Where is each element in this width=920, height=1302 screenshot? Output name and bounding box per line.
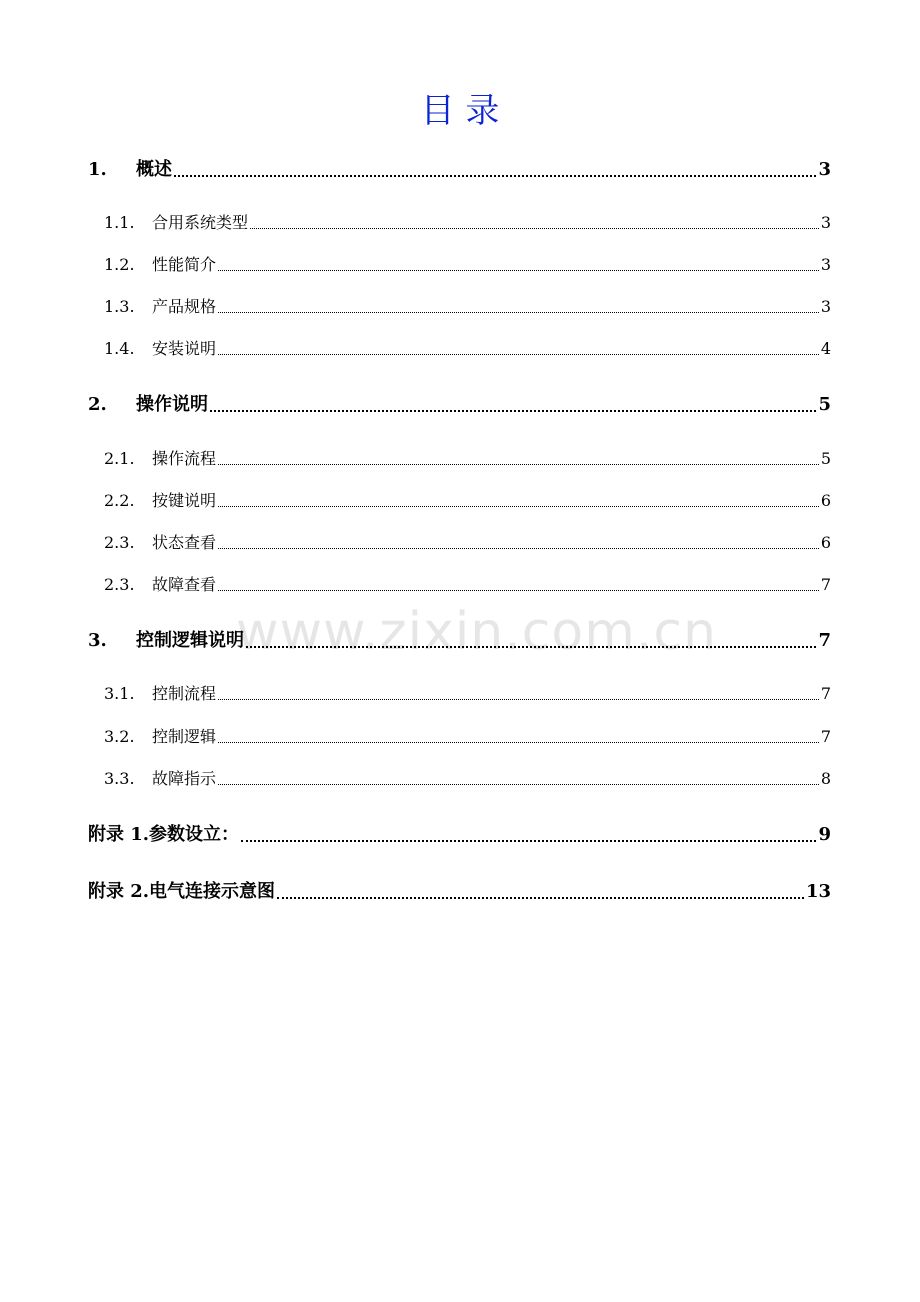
toc-label: 控制流程 xyxy=(152,684,217,703)
toc-entry-1-2[interactable] xyxy=(88,254,831,276)
toc-leader xyxy=(218,506,819,507)
toc-label: 控制逻辑 xyxy=(152,727,217,746)
toc-page: 3 xyxy=(818,159,831,180)
toc-entry-1-4[interactable] xyxy=(88,338,831,360)
toc-label: 故障查看 xyxy=(152,575,217,594)
toc-leader xyxy=(218,699,819,700)
toc-entry-appendix-1[interactable] xyxy=(88,822,831,848)
toc-leader xyxy=(218,354,819,355)
toc-entry-appendix-2[interactable] xyxy=(88,879,831,905)
toc-entry-3-1[interactable] xyxy=(88,683,831,705)
watermark: www.zixin.com.cn xyxy=(236,602,717,662)
toc-number: 3. xyxy=(88,630,107,651)
toc-entry-2-3[interactable] xyxy=(88,532,831,554)
toc-label: 合用系统类型 xyxy=(152,213,249,232)
toc-label: 安装说明 xyxy=(152,339,217,358)
toc-entry-2-1[interactable] xyxy=(88,448,831,470)
toc-entry-2-2[interactable] xyxy=(88,490,831,512)
toc-leader xyxy=(218,270,819,271)
toc-leader xyxy=(250,228,819,229)
toc-label: 附录 2.电气连接示意图 xyxy=(88,881,276,902)
toc-entry-1[interactable] xyxy=(88,157,831,183)
toc-page: 5 xyxy=(818,394,831,415)
toc-number: 1. xyxy=(88,159,107,180)
toc-entry-2-4[interactable] xyxy=(88,574,831,596)
toc-number: 2.3. xyxy=(104,575,135,594)
toc-label: 按键说明 xyxy=(152,491,217,510)
toc-number: 1.2. xyxy=(104,255,135,274)
toc-leader xyxy=(241,840,816,842)
toc-page: 7 xyxy=(820,575,831,594)
toc-number: 2.1. xyxy=(104,449,135,468)
toc-leader xyxy=(218,312,819,313)
toc-number: 2.3. xyxy=(104,533,135,552)
toc-page: 3 xyxy=(820,297,831,316)
toc-page: 7 xyxy=(820,727,831,746)
toc-leader xyxy=(218,742,819,743)
toc-entry-1-1[interactable] xyxy=(88,212,831,234)
toc-entry-3-3[interactable] xyxy=(88,768,831,790)
toc-page: 7 xyxy=(820,684,831,703)
toc-leader xyxy=(218,590,819,591)
toc-page: 4 xyxy=(820,339,831,358)
page-title: 目 录 xyxy=(420,91,500,131)
toc-leader xyxy=(218,784,819,785)
toc-label: 产品规格 xyxy=(152,297,217,316)
toc-page: 13 xyxy=(805,881,831,902)
toc-entry-2[interactable] xyxy=(88,392,831,418)
toc-leader xyxy=(218,548,819,549)
toc-leader xyxy=(277,897,804,899)
toc-label: 操作说明 xyxy=(136,394,208,415)
toc-page: 6 xyxy=(820,491,831,510)
toc-page: 9 xyxy=(818,824,831,845)
toc-number: 1.3. xyxy=(104,297,135,316)
toc-leader xyxy=(246,646,816,648)
toc-label: 附录 1.参数设立： xyxy=(88,824,240,845)
toc-label: 操作流程 xyxy=(152,449,217,468)
toc-entry-3[interactable] xyxy=(88,628,831,654)
toc-label: 状态查看 xyxy=(152,533,217,552)
toc-page: 6 xyxy=(820,533,831,552)
toc-number: 2. xyxy=(88,394,107,415)
toc-page: 7 xyxy=(818,630,831,651)
toc-number: 3.2. xyxy=(104,727,135,746)
toc-number: 2.2. xyxy=(104,491,135,510)
toc-leader xyxy=(174,175,816,177)
toc-number: 1.4. xyxy=(104,339,135,358)
toc-label: 控制逻辑说明 xyxy=(136,630,244,651)
toc-number: 3.1. xyxy=(104,684,135,703)
toc-number: 1.1. xyxy=(104,213,135,232)
toc-label: 概述 xyxy=(136,159,172,180)
toc-entry-1-3[interactable] xyxy=(88,296,831,318)
toc-label: 故障指示 xyxy=(152,769,217,788)
toc-page: 5 xyxy=(820,449,831,468)
toc-page: 8 xyxy=(820,769,831,788)
toc-page: 3 xyxy=(820,213,831,232)
toc-label: 性能简介 xyxy=(152,255,217,274)
toc-leader xyxy=(210,410,816,412)
toc-number: 3.3. xyxy=(104,769,135,788)
toc-page: 3 xyxy=(820,255,831,274)
toc-entry-3-2[interactable] xyxy=(88,726,831,748)
toc-leader xyxy=(218,464,819,465)
